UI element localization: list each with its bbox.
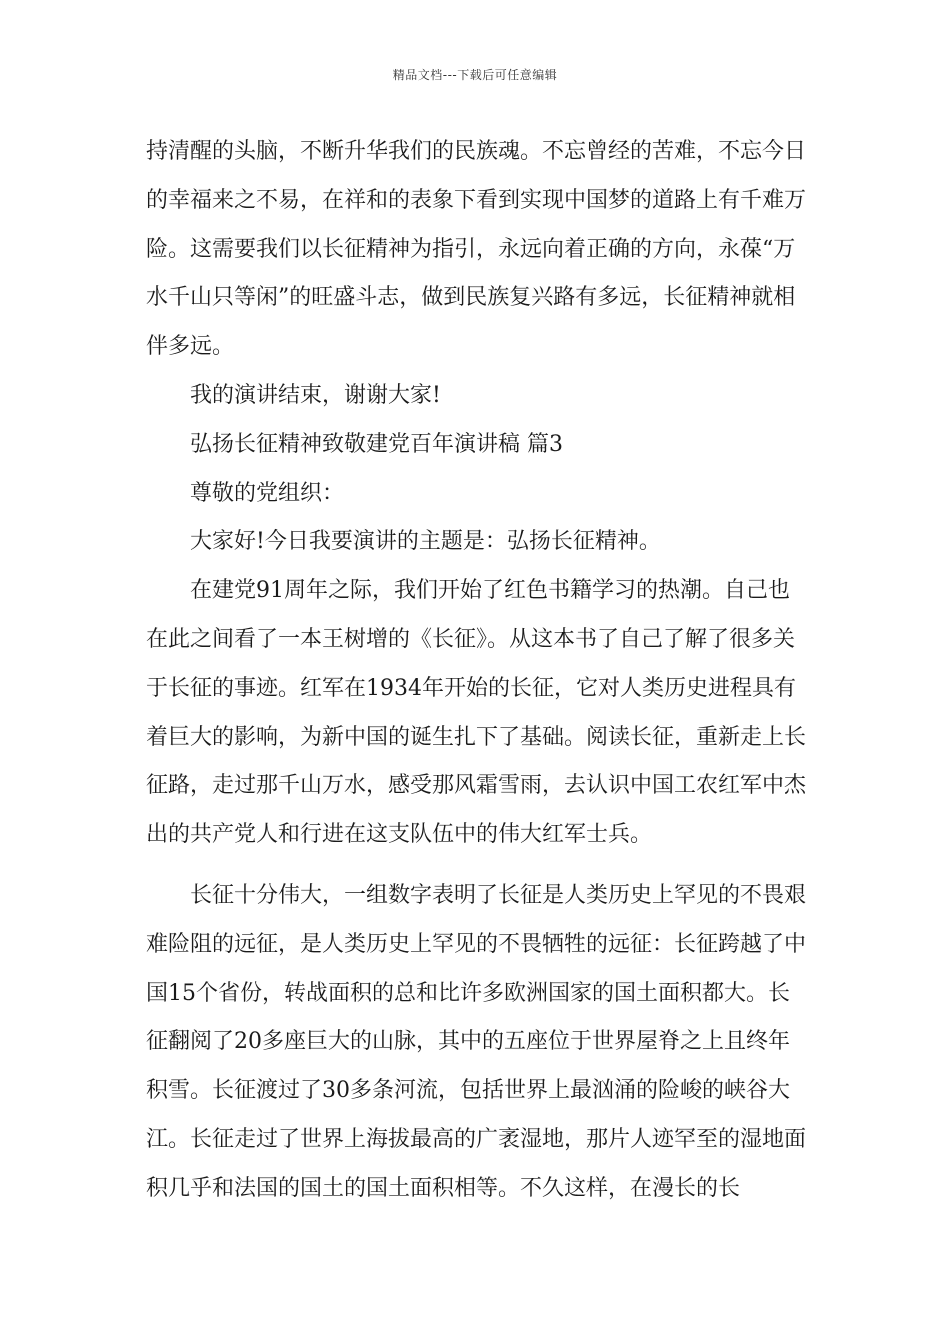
document-body [146, 128, 810, 1214]
section-title: 弘扬长征精神致敬建党百年演讲稿 篇3 [190, 431, 563, 457]
greeting: 大家好!今日我要演讲的主题是：弘扬长征精神。 [190, 529, 661, 555]
paragraph-body: 长征十分伟大，一组数字表明了长征是人类历史上罕见的不畏艰难险阻的远征，是人类历史上罕见的不畏牺牲的远征：长征跨越了中国15个省份，转战面积的总和比许多欧洲国家的国土面积都大。长征翻阅了20多座巨大的山脉，其中的五座位于世界屋脊之上且终年积雪。长征渡过了30多条河流，包括世界上最汹涌的险峻的峡谷大江。长征走过了世界上海拔最高的广袤湿地，那片人迹罕至的湿地面积几乎和法国的国土的国土面积相等。不久这样，在漫长的长 [146, 882, 807, 1201]
salutation: 尊敬的党组织： [190, 480, 345, 506]
paragraph-closing: 我的演讲结束，谢谢大家! [190, 382, 441, 408]
page-header: 精品文档---下载后可任意编辑 [392, 68, 558, 82]
paragraph-intro: 在建党91周年之际，我们开始了红色书籍学习的热潮。自己也在此之间看了一本王树增的《长征》。从这本书了自己了解了很多关于长征的事迹。红军在1934年开始的长征，它对人类历史进程具有着巨大的影响，为新中国的诞生扎下了基础。阅读长征，重新走上长征路，走过那千山万水，感受那风霜雪雨，去认识中国工农红军中杰出的共产党人和行进在这支队伍中的伟大红军士兵。 [146, 578, 807, 848]
paragraph-continuation: 持清醒的头脑，不断升华我们的民族魂。不忘曾经的苦难，不忘今日的幸福来之不易，在祥和的表象下看到实现中国梦的道路上有千难万险。这需要我们以长征精神为指引，永远向着正确的方向，永葆“万水千山只等闲”的旺盛斗志，做到民族复兴路有多远，长征精神就相伴多远。 [146, 139, 807, 360]
